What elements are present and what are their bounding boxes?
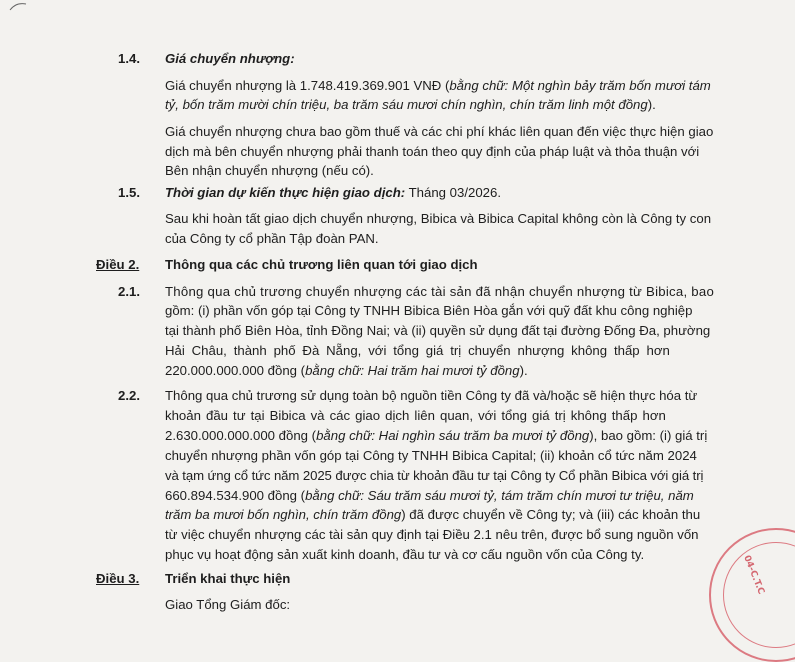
company-seal-stamp bbox=[709, 528, 795, 662]
paragraph-line: khoản đầu tư tại Bibica và các giao dịch liên quan, với tổng giá trị không thấp hơn bbox=[165, 408, 666, 423]
paragraph-line: chuyển nhượng phần vốn góp tại Công ty TNHH Bibica Capital; (ii) khoản cổ tức năm 2024 bbox=[165, 448, 697, 463]
paragraph-line: 660.894.534.900 đồng (bằng chữ: Sáu trăm sáu mươi tỷ, tám trăm chín mươi tư triệu, năm bbox=[165, 488, 694, 503]
paragraph-line: gồm: (i) phần vốn góp tại Công ty TNHH Bibica Biên Hòa gắn với quỹ đất khu công nghiệp bbox=[165, 303, 693, 318]
paragraph-line: Giá chuyển nhượng là 1.748.419.369.901 VNĐ (bằng chữ: Một nghìn bảy trăm bốn mươi tám bbox=[165, 78, 711, 93]
paragraph-line: tại thành phố Biên Hòa, tỉnh Đồng Nai; và (ii) quyền sử dụng đất tại đường Đống Đa, phường bbox=[165, 323, 711, 338]
article-label: Điều 3. bbox=[96, 571, 140, 586]
section-number: 1.4. bbox=[118, 51, 140, 66]
paragraph-line: từ việc chuyển nhượng các tài sản quy định tại Điều 2.1 nêu trên, được bổ sung nguồn vốn bbox=[165, 527, 699, 542]
paragraph-line: phục vụ hoạt động sản xuất kinh doanh, đầu tư và cơ cấu nguồn vốn của Công ty. bbox=[165, 547, 645, 562]
seal-text: 04-C.T.C bbox=[741, 554, 766, 596]
paragraph-line: Bên nhận chuyển nhượng (nếu có). bbox=[165, 163, 374, 178]
paragraph-line: Giao Tổng Giám đốc: bbox=[165, 597, 291, 612]
section-number: 2.1. bbox=[118, 284, 140, 299]
paragraph-line: của Công ty cổ phần Tập đoàn PAN. bbox=[165, 231, 379, 246]
paragraph-line: 2.630.000.000.000 đồng (bằng chữ: Hai nghìn sáu trăm ba mươi tỷ đồng), bao gồm: (i) giá trị bbox=[165, 428, 708, 443]
paragraph-line: Hải Châu, thành phố Đà Nẵng, với tổng giá trị chuyển nhượng không thấp hơn bbox=[165, 343, 670, 358]
section-number: 2.2. bbox=[118, 388, 140, 403]
paragraph-line: Thông qua chủ trương chuyển nhượng các tài sản đã nhận chuyển nhượng từ Bibica, bao bbox=[165, 284, 715, 299]
article-title: Triển khai thực hiện bbox=[165, 571, 291, 586]
paragraph-line: Sau khi hoàn tất giao dịch chuyển nhượng, Bibica và Bibica Capital không còn là Công ty con bbox=[165, 211, 712, 226]
section-title: Giá chuyển nhượng: bbox=[165, 51, 295, 66]
paragraph-line: Thông qua chủ trương sử dụng toàn bộ nguồn tiền Công ty đã và/hoặc sẽ hiện thực hóa từ bbox=[165, 388, 698, 403]
article-title: Thông qua các chủ trương liên quan tới giao dịch bbox=[165, 257, 478, 272]
paragraph-line: Giá chuyển nhượng chưa bao gồm thuế và các chi phí khác liên quan đến việc thực hiện giao bbox=[165, 124, 714, 139]
pen-mark-icon bbox=[8, 0, 28, 12]
paragraph-line: 220.000.000.000 đồng (bằng chữ: Hai trăm hai mươi tỷ đồng). bbox=[165, 363, 528, 378]
section-title-line: Thời gian dự kiến thực hiện giao dịch: Tháng 03/2026. bbox=[165, 185, 501, 200]
paragraph-line: trăm ba mươi bốn nghìn, chín trăm đồng) đã được chuyển về Công ty; và (iii) các khoản thu bbox=[165, 507, 701, 522]
paragraph-line: dịch mà bên chuyển nhượng phải thanh toán theo quy định của pháp luật và thỏa thuận với bbox=[165, 144, 700, 159]
paragraph-line: và tạm ứng cổ tức năm 2025 được chia từ khoản đầu tư tại Công ty Cổ phần Bibica với giá trị bbox=[165, 468, 704, 483]
section-number: 1.5. bbox=[118, 185, 140, 200]
article-label: Điều 2. bbox=[96, 257, 140, 272]
paragraph-line: tỷ, bốn trăm mười chín triệu, ba trăm sáu mươi chín nghìn, chín trăm linh một đồng). bbox=[165, 97, 656, 112]
